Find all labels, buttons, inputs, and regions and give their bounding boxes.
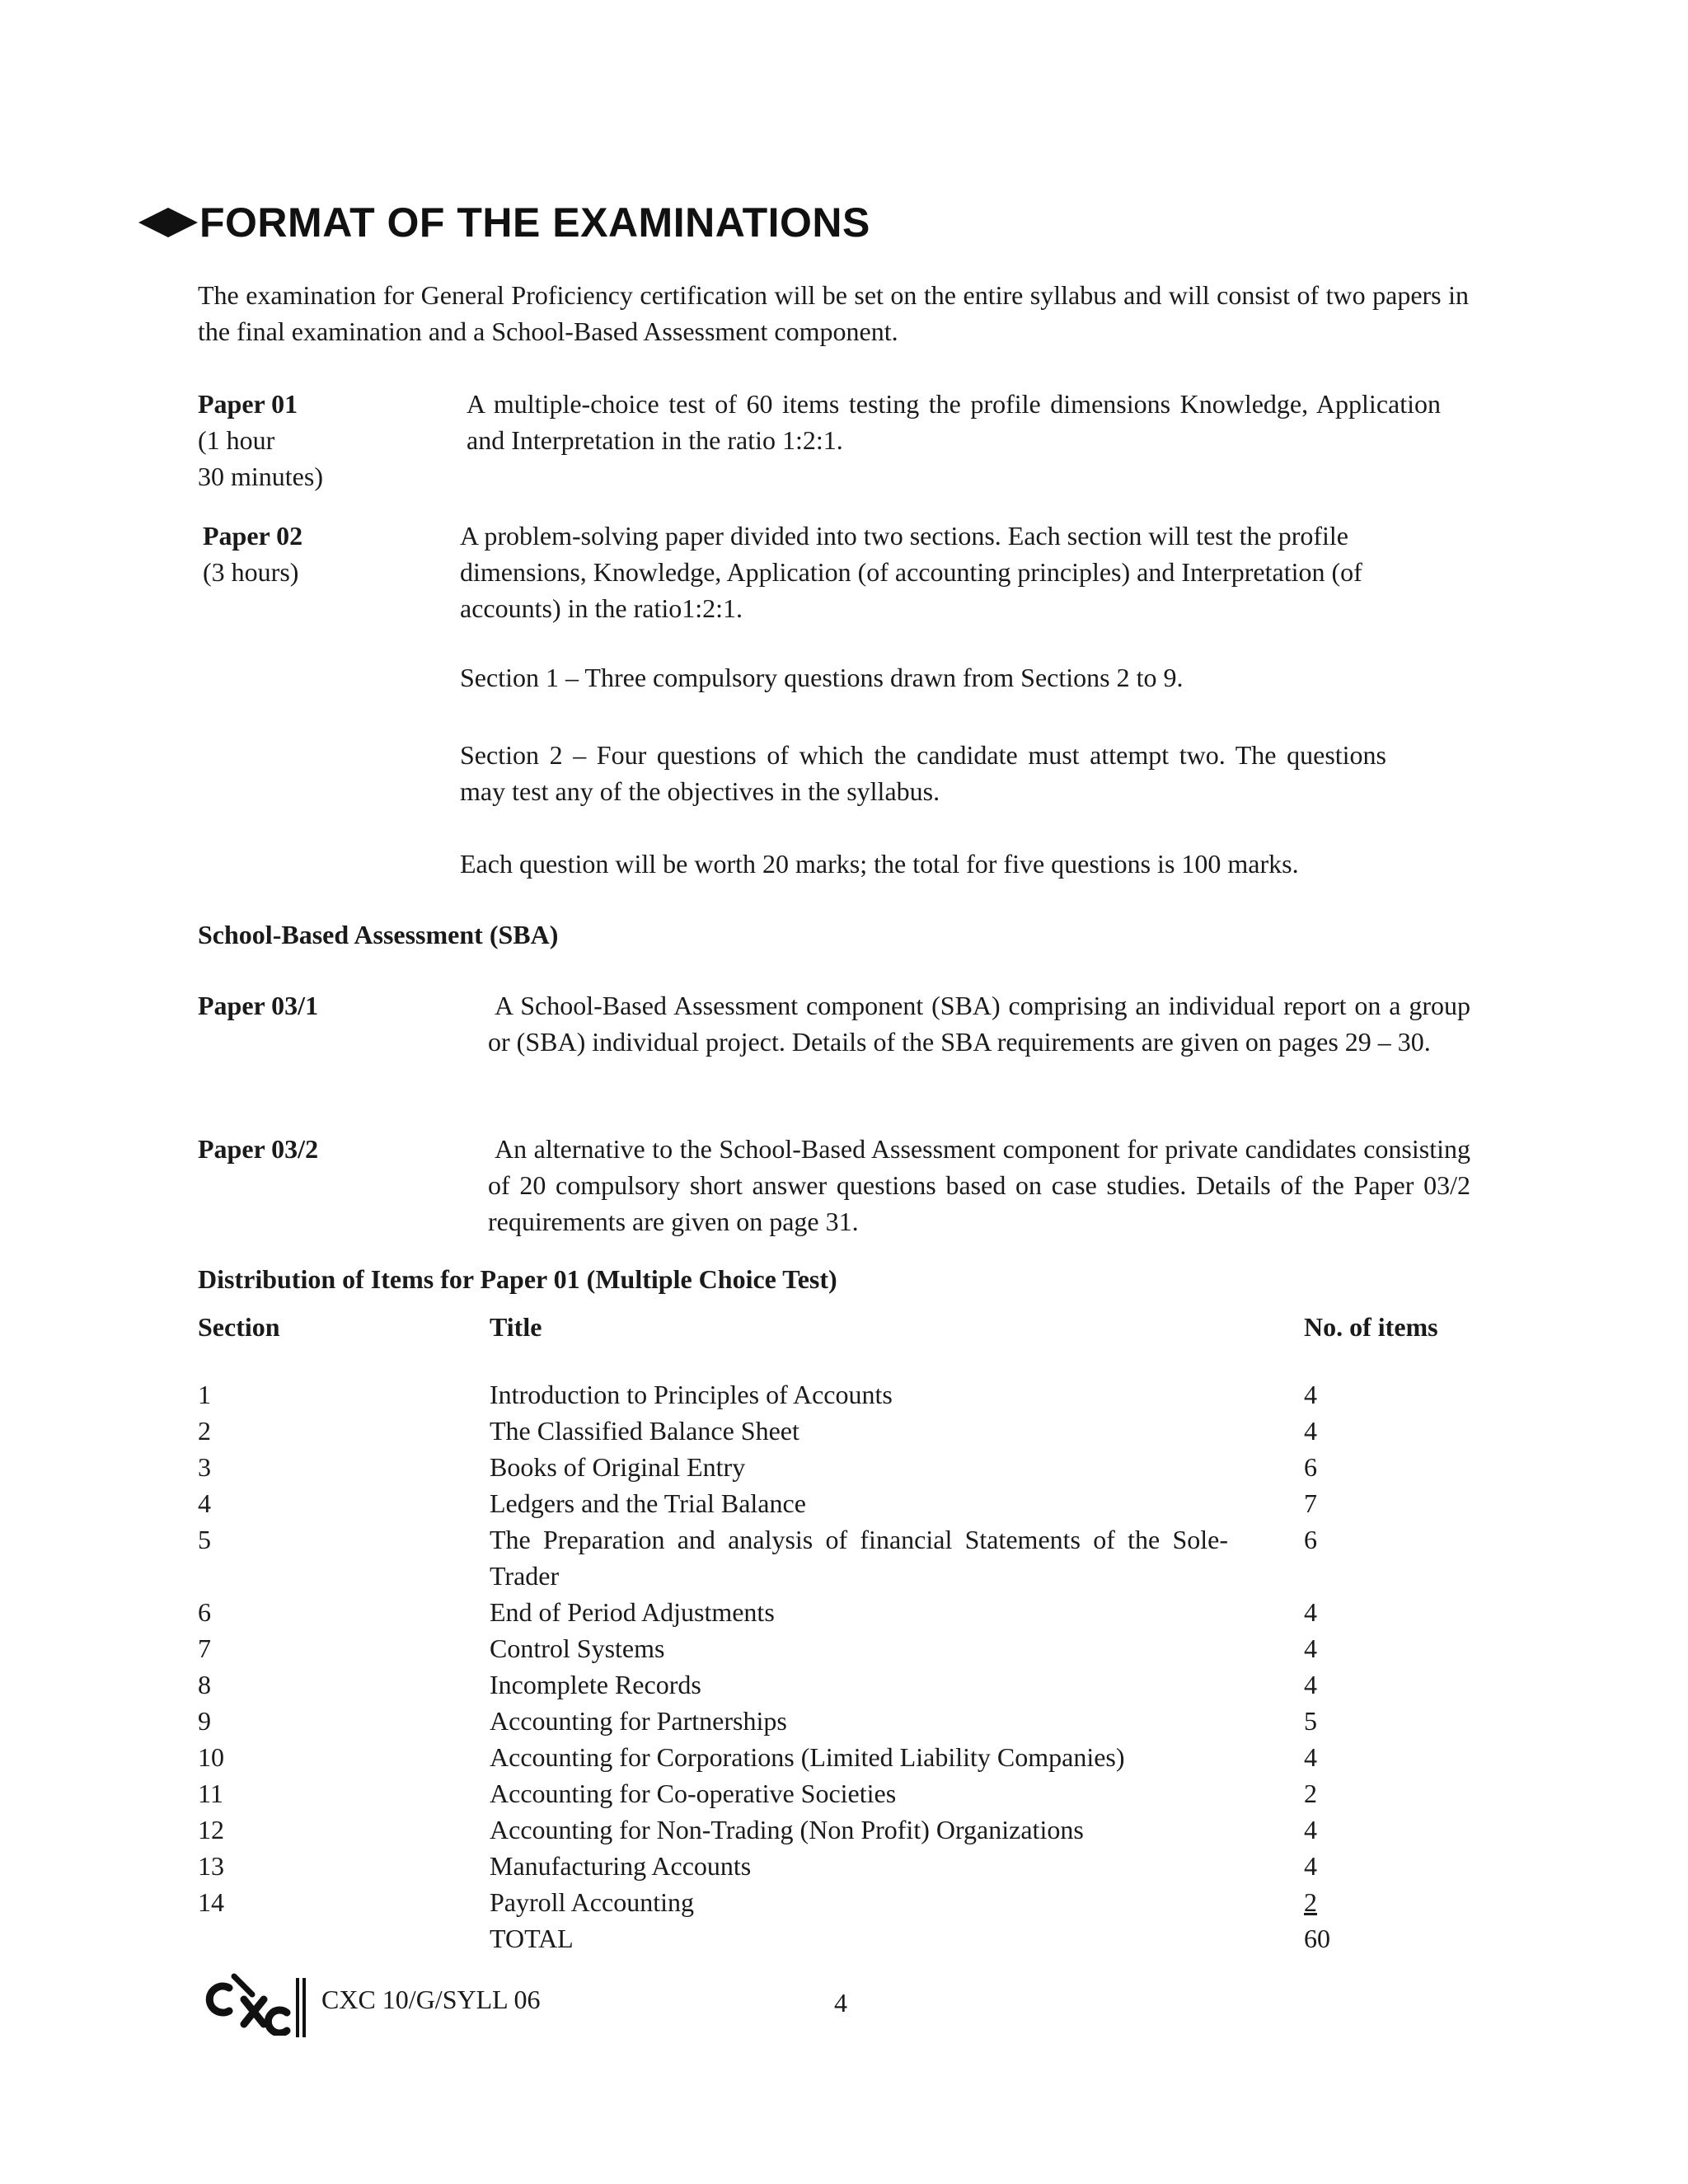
row-title: The Preparation and analysis of financial Statements of the Sole-Trader (490, 1525, 1228, 1591)
row-items: 4 (1304, 1380, 1317, 1409)
row-section: 10 (198, 1742, 224, 1772)
row-section: 11 (198, 1779, 223, 1808)
diamond-bullet-icon (138, 206, 198, 239)
distribution-heading: Distribution of Items for Paper 01 (Multiple Choice Test) (198, 1264, 837, 1294)
row-items: 4 (1304, 1597, 1317, 1627)
row-items: 4 (1304, 1851, 1317, 1881)
col-header-section: Section (198, 1312, 280, 1342)
cxc-logo (201, 1970, 292, 2036)
paper02-section1: Section 1 – Three compulsory questions drawn from Sections 2 to 9. (460, 663, 1184, 692)
page-heading (138, 198, 870, 247)
row-title: Incomplete Records (490, 1670, 701, 1699)
sba-heading: School-Based Assessment (SBA) (198, 920, 559, 949)
row-items: 2 (1304, 1887, 1317, 1917)
row-items: 6 (1304, 1525, 1317, 1554)
row-items: 4 (1304, 1742, 1317, 1772)
row-section: 6 (198, 1597, 211, 1627)
paper02-duration: (3 hours) (203, 557, 299, 587)
row-section: 8 (198, 1670, 211, 1699)
row-section: 9 (198, 1706, 211, 1736)
row-title: Introduction to Principles of Accounts (490, 1380, 893, 1409)
paper03-2-label: Paper 03/2 (198, 1134, 319, 1164)
row-section: 5 (198, 1525, 211, 1554)
paper02-section2: Section 2 – Four questions of which the candidate must attempt two. The questions may test any of the objectives in the syllabus. (460, 740, 1386, 806)
row-section: 13 (198, 1851, 224, 1881)
row-section: 2 (198, 1416, 211, 1446)
paper02-marks: Each question will be worth 20 marks; the total for five questions is 100 marks. (460, 849, 1299, 879)
paper03-1-description: A School-Based Assessment component (SBA) comprising an individual report on a group or (SBA) individual project. Details of the SBA requirements are given on pages 29 – 30. (488, 991, 1470, 1057)
paper03-2-description: An alternative to the School-Based Assessment component for private candidates consisting of 20 compulsory short answer questions based on case studies. Details of the Paper 03/2 requirements are given on page 31. (488, 1134, 1470, 1236)
row-items: 4 (1304, 1633, 1317, 1663)
row-title: End of Period Adjustments (490, 1597, 775, 1627)
paper01-duration-2: 30 minutes) (198, 462, 323, 491)
paper01-description: A multiple-choice test of 60 items testing the profile dimensions Knowledge, Application and Interpretation in the ratio 1:2:1. (467, 389, 1441, 455)
row-title: Payroll Accounting (490, 1887, 694, 1917)
row-items: 7 (1304, 1488, 1317, 1518)
row-title: Books of Original Entry (490, 1452, 746, 1482)
row-items: 4 (1304, 1416, 1317, 1446)
row-section: 3 (198, 1452, 211, 1482)
heading-text: FORMAT OF THE EXAMINATIONS (199, 199, 870, 246)
row-title: Ledgers and the Trial Balance (490, 1488, 806, 1518)
paper02-description: A problem-solving paper divided into two sections. Each section will test the profile dimensions, Knowledge, Application (of accounting principles) and Interpretation (of accounts) in the ratio1:2:1. (460, 521, 1362, 623)
row-title: The Classified Balance Sheet (490, 1416, 799, 1446)
total-label: TOTAL (490, 1924, 574, 1953)
intro-paragraph: The examination for General Proficiency certification will be set on the entire syllabus and will consist of two papers in the final examination and a School-Based Assessment component. (198, 280, 1469, 346)
row-section: 12 (198, 1815, 224, 1844)
row-title: Accounting for Partnerships (490, 1706, 787, 1736)
row-section: 7 (198, 1633, 211, 1663)
col-header-title: Title (490, 1312, 542, 1342)
row-title: Control Systems (490, 1633, 665, 1663)
paper03-1-label: Paper 03/1 (198, 991, 319, 1020)
total-value: 60 (1304, 1924, 1330, 1953)
row-section: 1 (198, 1380, 211, 1409)
row-items: 6 (1304, 1452, 1317, 1482)
paper01-label (198, 386, 462, 494)
footer-divider (295, 1978, 307, 2037)
row-title: Accounting for Non-Trading (Non Profit) Organizations (490, 1815, 1084, 1844)
row-items: 5 (1304, 1706, 1317, 1736)
row-title: Manufacturing Accounts (490, 1851, 752, 1881)
paper01-duration-1: (1 hour (198, 425, 275, 455)
paper01-title: Paper 01 (198, 389, 298, 419)
page-number: 4 (834, 1988, 847, 2018)
footer-code: CXC 10/G/SYLL 06 (321, 1985, 541, 2014)
paper02-label (203, 518, 467, 590)
row-section: 14 (198, 1887, 224, 1917)
paper02-title: Paper 02 (203, 521, 303, 551)
row-items: 4 (1304, 1670, 1317, 1699)
row-section: 4 (198, 1488, 211, 1518)
row-items: 4 (1304, 1815, 1317, 1844)
col-header-items: No. of items (1304, 1312, 1438, 1342)
row-items: 2 (1304, 1779, 1317, 1808)
row-title: Accounting for Co-operative Societies (490, 1779, 897, 1808)
row-title: Accounting for Corporations (Limited Liability Companies) (490, 1742, 1125, 1772)
